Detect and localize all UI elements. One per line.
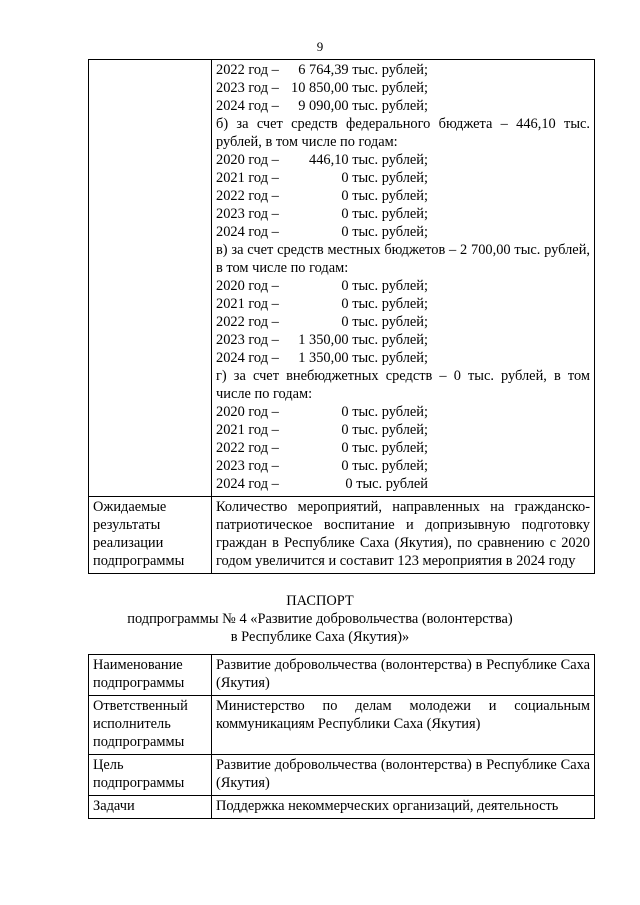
funding-year: 2020 год – xyxy=(216,278,279,294)
funding-amount: 10 850,00 тыс. рублей; xyxy=(291,80,428,96)
funding-amount: 0 тыс. рублей; xyxy=(341,422,428,438)
funding-source-paragraph: в) за счет средств местных бюджетов – 2 700,00 тыс. рублей, в том числе по годам: xyxy=(216,242,590,276)
passport-row-label: Ответственный исполнитель подпрограммы xyxy=(89,696,212,755)
passport-row-value: Развитие добровольчества (волонтерства) в Республике Саха (Якутия) xyxy=(212,755,595,796)
passport-row xyxy=(89,796,595,819)
funding-year: 2024 год – xyxy=(216,98,279,114)
funding-year: 2022 год – xyxy=(216,314,279,330)
funding-year-line xyxy=(216,169,590,187)
funding-year: 2023 год – xyxy=(216,80,279,96)
funding-year: 2021 год – xyxy=(216,296,279,312)
funding-amount: 446,10 тыс. рублей; xyxy=(309,152,428,168)
passport-row xyxy=(89,655,595,696)
passport-row-label: Цель подпрограммы xyxy=(89,755,212,796)
passport-row-label: Задачи xyxy=(89,796,212,819)
funding-year-line xyxy=(216,223,590,241)
funding-amount: 6 764,39 тыс. рублей; xyxy=(298,62,428,78)
expected-results-text: Количество мероприятий, направленных на гражданско-патриотическое воспитание и допризывную подготовку граждан в Республике Саха (Якутия), по сравнению с 2020 годом увеличится и составит 123 мероприятия в 2024 году xyxy=(212,497,595,574)
funding-year: 2024 год – xyxy=(216,224,279,240)
funding-row xyxy=(89,60,595,497)
funding-amount: 0 тыс. рублей xyxy=(345,476,428,492)
funding-year-line xyxy=(216,97,590,115)
funding-year-line xyxy=(216,79,590,97)
funding-year-line xyxy=(216,151,590,169)
funding-amount: 0 тыс. рублей; xyxy=(341,296,428,312)
funding-source-paragraph: б) за счет средств федерального бюджета – 446,10 тыс. рублей, в том числе по годам: xyxy=(216,116,590,150)
page-number: 9 xyxy=(316,39,324,54)
passport-subtitle-line1: подпрограммы № 4 «Развитие добровольчества (волонтерства) xyxy=(127,611,513,627)
funding-year-line xyxy=(216,187,590,205)
funding-source-paragraph: г) за счет внебюджетных средств – 0 тыс. рублей, в том числе по годам: xyxy=(216,368,590,402)
passport-row-label: Наименование подпрограммы xyxy=(89,655,212,696)
passport-row-value: Министерство по делам молодежи и социальным коммуникациям Республики Саха (Якутия) xyxy=(212,696,595,755)
passport-row xyxy=(89,696,595,755)
funding-year: 2023 год – xyxy=(216,458,279,474)
funding-table xyxy=(88,59,595,574)
funding-year-line xyxy=(216,313,590,331)
passport-row-value: Поддержка некоммерческих организаций, деятельность xyxy=(212,796,595,819)
funding-amount: 0 тыс. рублей; xyxy=(341,458,428,474)
funding-year: 2024 год – xyxy=(216,350,279,366)
funding-year-line xyxy=(216,349,590,367)
funding-amount: 9 090,00 тыс. рублей; xyxy=(298,98,428,114)
passport-row-value: Развитие добровольчества (волонтерства) в Республике Саха (Якутия) xyxy=(212,655,595,696)
funding-amount: 1 350,00 тыс. рублей; xyxy=(298,332,428,348)
funding-amount: 0 тыс. рублей; xyxy=(341,206,428,222)
funding-amount: 0 тыс. рублей; xyxy=(341,170,428,186)
funding-year-line xyxy=(216,205,590,223)
funding-year: 2021 год – xyxy=(216,170,279,186)
funding-amount: 0 тыс. рублей; xyxy=(341,278,428,294)
funding-amount: 1 350,00 тыс. рублей; xyxy=(298,350,428,366)
funding-year: 2023 год – xyxy=(216,332,279,348)
expected-results-row xyxy=(89,497,595,574)
funding-year-line xyxy=(216,421,590,439)
funding-year-line xyxy=(216,295,590,313)
funding-label-cell xyxy=(89,60,212,497)
funding-year-line xyxy=(216,439,590,457)
funding-year-line xyxy=(216,61,590,79)
funding-year: 2022 год – xyxy=(216,188,279,204)
funding-amount: 0 тыс. рублей; xyxy=(341,188,428,204)
funding-amount: 0 тыс. рублей; xyxy=(341,224,428,240)
passport-subtitle-line2: в Республике Саха (Якутия)» xyxy=(230,629,410,645)
funding-amount: 0 тыс. рублей; xyxy=(341,440,428,456)
funding-year-line xyxy=(216,457,590,475)
passport-row xyxy=(89,755,595,796)
passport-header xyxy=(0,592,640,646)
funding-amount: 0 тыс. рублей; xyxy=(341,314,428,330)
expected-results-label: Ожидаемые результаты реализации подпрограммы xyxy=(89,497,212,574)
passport-table xyxy=(88,654,595,819)
funding-year: 2022 год – xyxy=(216,440,279,456)
funding-year-line xyxy=(216,331,590,349)
funding-year: 2020 год – xyxy=(216,152,279,168)
funding-amount: 0 тыс. рублей; xyxy=(341,404,428,420)
funding-year: 2024 год – xyxy=(216,476,279,492)
funding-year: 2022 год – xyxy=(216,62,279,78)
funding-year-line xyxy=(216,277,590,295)
funding-year: 2023 год – xyxy=(216,206,279,222)
funding-lines-cell xyxy=(212,60,595,497)
passport-heading: ПАСПОРТ xyxy=(286,593,354,609)
funding-year: 2020 год – xyxy=(216,404,279,420)
funding-year-line xyxy=(216,403,590,421)
funding-year: 2021 год – xyxy=(216,422,279,438)
funding-year-line xyxy=(216,475,590,493)
